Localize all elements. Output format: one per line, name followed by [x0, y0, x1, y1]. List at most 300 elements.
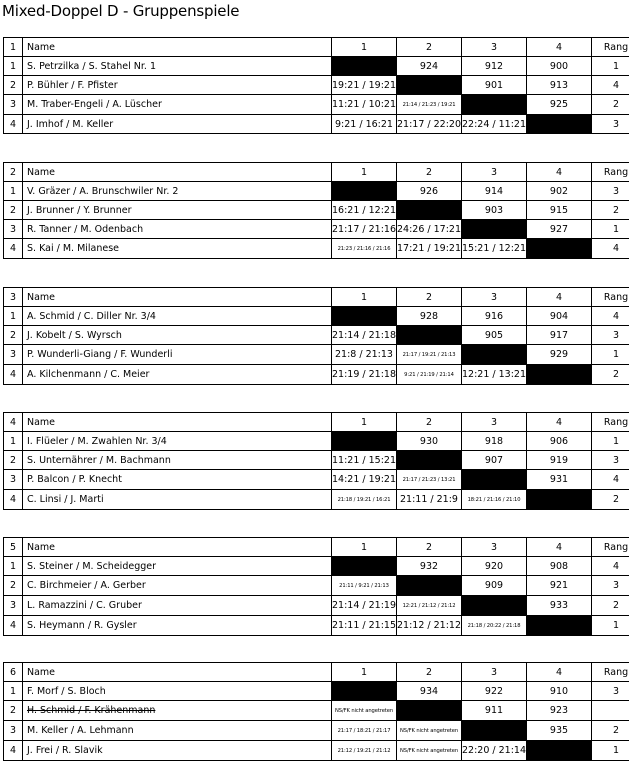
score-cell [527, 576, 592, 596]
rank-value: 2 [592, 365, 629, 385]
score-value: 9:21 / 16:21 [335, 119, 393, 130]
player-names: H. Schmid / F. Krähenmann [23, 701, 332, 721]
player-names: S. Steiner / M. Scheidegger [23, 557, 332, 576]
score-value: 914 [485, 186, 503, 197]
player-names: C. Birchmeier / A. Gerber [23, 576, 332, 596]
row-number: 4 [4, 741, 23, 761]
score-cell [527, 326, 592, 345]
rank-value: 3 [592, 576, 629, 596]
header-col-4: 4 [527, 538, 592, 557]
blocked-cell [527, 490, 592, 510]
rank-value: 1 [592, 616, 629, 636]
header-col-3: 3 [462, 538, 527, 557]
score-value: 900 [550, 61, 568, 72]
table-row [4, 220, 629, 239]
player-names: A. Schmid / C. Diller Nr. 3/4 [23, 307, 332, 326]
header-col-3: 3 [462, 413, 527, 432]
table-row [4, 201, 629, 220]
score-cell [397, 182, 462, 201]
player-names: L. Ramazzini / C. Gruber [23, 596, 332, 616]
score-value: 22:24 / 11:21 [462, 119, 526, 130]
score-value: 24:26 / 17:21 [397, 224, 461, 235]
row-number: 4 [4, 239, 23, 259]
score-cell [397, 57, 462, 76]
player-names: R. Tanner / M. Odenbach [23, 220, 332, 239]
rank-value: 4 [592, 239, 629, 259]
score-value: 21:17 / 19:21 / 21:13 [403, 352, 456, 358]
score-cell [527, 307, 592, 326]
score-cell [527, 57, 592, 76]
group-table [3, 537, 629, 636]
score-value: 21:17 / 18:21 / 21:17 [338, 728, 391, 734]
score-cell [397, 345, 462, 365]
group-table [3, 662, 629, 761]
score-cell [527, 596, 592, 616]
score-value: 18:21 / 21:16 / 21:10 [468, 497, 521, 503]
header-col-4: 4 [527, 38, 592, 57]
score-value: 21:11 / 21:15 [332, 620, 396, 631]
score-value: 916 [485, 311, 503, 322]
table-row [4, 345, 629, 365]
player-names: P. Wunderli-Giang / F. Wunderli [23, 345, 332, 365]
header-col-3: 3 [462, 163, 527, 182]
score-value: 21:23 / 21:16 / 21:16 [338, 246, 391, 252]
group-number: 3 [4, 288, 23, 307]
header-col-2: 2 [397, 663, 462, 682]
player-names: J. Kobelt / S. Wyrsch [23, 326, 332, 345]
score-value: 923 [550, 705, 568, 716]
score-cell [527, 345, 592, 365]
score-cell [332, 201, 397, 220]
row-number: 2 [4, 326, 23, 345]
score-value: 21:17 / 22:20 [397, 119, 461, 130]
group-table [3, 162, 629, 259]
score-value: 905 [485, 330, 503, 341]
score-value: NS/FK nicht angetreten [335, 708, 393, 714]
player-names: J. Imhof / M. Keller [23, 115, 332, 134]
score-value: 12:21 / 13:21 [462, 369, 526, 380]
row-number: 2 [4, 576, 23, 596]
score-cell [462, 201, 527, 220]
rank-value: 2 [592, 721, 629, 741]
score-value: NS/FK nicht angetreten [400, 728, 458, 734]
header-col-1: 1 [332, 163, 397, 182]
header-col-3: 3 [462, 38, 527, 57]
blocked-cell [397, 201, 462, 220]
header-rang: Rang [592, 538, 629, 557]
blocked-cell [462, 721, 527, 741]
score-value: 931 [550, 474, 568, 485]
score-value: 21:12 / 21:12 [397, 620, 461, 631]
score-value: 927 [550, 224, 568, 235]
score-cell [397, 721, 462, 741]
row-number: 1 [4, 557, 23, 576]
score-cell [462, 451, 527, 470]
score-cell [397, 470, 462, 490]
score-cell [527, 701, 592, 721]
table-row [4, 57, 629, 76]
score-value: 911 [485, 705, 503, 716]
rank-value: 1 [592, 741, 629, 761]
row-number: 1 [4, 57, 23, 76]
row-number: 4 [4, 115, 23, 134]
header-col-1: 1 [332, 538, 397, 557]
blocked-cell [332, 182, 397, 201]
player-names: I. Flüeler / M. Zwahlen Nr. 3/4 [23, 432, 332, 451]
score-value: 21:14 / 21:23 / 19:21 [403, 102, 456, 108]
blocked-cell [462, 345, 527, 365]
player-names: S. Unternährer / M. Bachmann [23, 451, 332, 470]
group-number: 5 [4, 538, 23, 557]
header-rang: Rang [592, 163, 629, 182]
score-cell [527, 220, 592, 239]
score-cell [527, 76, 592, 95]
header-row [4, 38, 629, 57]
player-names: J. Frei / R. Slavik [23, 741, 332, 761]
score-value: 21:14 / 21:19 [332, 600, 396, 611]
score-cell [527, 721, 592, 741]
rank-value: 1 [592, 57, 629, 76]
score-cell [332, 220, 397, 239]
score-cell [332, 365, 397, 385]
rank-value: 3 [592, 682, 629, 701]
group-number: 4 [4, 413, 23, 432]
player-names: C. Linsi / J. Marti [23, 490, 332, 510]
score-value: 12:21 / 21:12 / 21:12 [403, 603, 456, 609]
header-row [4, 663, 629, 682]
blocked-cell [527, 616, 592, 636]
score-cell [332, 239, 397, 259]
table-row [4, 76, 629, 95]
table-row [4, 701, 629, 721]
score-cell [332, 741, 397, 761]
group-number: 1 [4, 38, 23, 57]
score-cell [462, 115, 527, 134]
rank-value: 4 [592, 76, 629, 95]
score-value: 919 [550, 455, 568, 466]
score-cell [397, 596, 462, 616]
score-cell [397, 95, 462, 115]
blocked-cell [397, 326, 462, 345]
score-value: 21:17 / 21:23 / 13:21 [403, 477, 456, 483]
score-cell [462, 682, 527, 701]
row-number: 3 [4, 721, 23, 741]
table-row [4, 721, 629, 741]
blocked-cell [332, 57, 397, 76]
header-rang: Rang [592, 663, 629, 682]
row-number: 3 [4, 345, 23, 365]
rank-value [592, 701, 629, 721]
score-cell [397, 557, 462, 576]
row-number: 1 [4, 682, 23, 701]
blocked-cell [332, 682, 397, 701]
score-cell [462, 616, 527, 636]
score-value: 19:21 / 19:21 [332, 80, 396, 91]
row-number: 4 [4, 365, 23, 385]
group-table [3, 37, 629, 134]
blocked-cell [397, 76, 462, 95]
row-number: 3 [4, 596, 23, 616]
table-row [4, 682, 629, 701]
row-number: 2 [4, 201, 23, 220]
score-value: 930 [420, 436, 438, 447]
score-value: 909 [485, 580, 503, 591]
table-row [4, 576, 629, 596]
blocked-cell [462, 220, 527, 239]
blocked-cell [332, 557, 397, 576]
score-value: 928 [420, 311, 438, 322]
rank-value: 1 [592, 220, 629, 239]
score-cell [462, 326, 527, 345]
table-row [4, 741, 629, 761]
player-names: M. Traber-Engeli / A. Lüscher [23, 95, 332, 115]
score-value: 918 [485, 436, 503, 447]
header-row [4, 538, 629, 557]
header-row [4, 413, 629, 432]
row-number: 1 [4, 307, 23, 326]
score-cell [462, 432, 527, 451]
score-value: NS/FK nicht angetreten [400, 748, 458, 754]
score-value: 907 [485, 455, 503, 466]
score-cell [462, 490, 527, 510]
header-rang: Rang [592, 413, 629, 432]
rank-value: 1 [592, 345, 629, 365]
score-cell [332, 115, 397, 134]
player-names: S. Petrzilka / S. Stahel Nr. 1 [23, 57, 332, 76]
row-number: 3 [4, 95, 23, 115]
header-col-2: 2 [397, 288, 462, 307]
score-cell [527, 451, 592, 470]
score-value: 21:12 / 19:21 / 21:12 [338, 748, 391, 754]
score-cell [462, 576, 527, 596]
score-cell [332, 576, 397, 596]
score-cell [397, 490, 462, 510]
score-cell [332, 345, 397, 365]
header-name: Name [23, 163, 332, 182]
header-col-4: 4 [527, 163, 592, 182]
score-cell [332, 95, 397, 115]
blocked-cell [397, 576, 462, 596]
header-name: Name [23, 38, 332, 57]
score-value: 21:11 / 21:9 [400, 494, 458, 505]
table-row [4, 115, 629, 134]
header-rang: Rang [592, 38, 629, 57]
score-value: 21:14 / 21:18 [332, 330, 396, 341]
row-number: 2 [4, 701, 23, 721]
rank-value: 2 [592, 490, 629, 510]
score-value: 15:21 / 12:21 [462, 243, 526, 254]
table-row [4, 616, 629, 636]
score-value: 21:19 / 21:18 [332, 369, 396, 380]
player-names: V. Gräzer / A. Brunschwiler Nr. 2 [23, 182, 332, 201]
score-cell [332, 76, 397, 95]
score-cell [332, 451, 397, 470]
score-value: 14:21 / 19:21 [332, 474, 396, 485]
score-value: 917 [550, 330, 568, 341]
score-value: 915 [550, 205, 568, 216]
score-cell [397, 432, 462, 451]
score-cell [462, 701, 527, 721]
score-cell [397, 220, 462, 239]
header-col-2: 2 [397, 38, 462, 57]
blocked-cell [462, 596, 527, 616]
score-value: 934 [420, 686, 438, 697]
score-value: 11:21 / 15:21 [332, 455, 396, 466]
score-value: 21:18 / 19:21 / 16:21 [338, 497, 391, 503]
blocked-cell [462, 95, 527, 115]
score-cell [462, 76, 527, 95]
header-col-3: 3 [462, 288, 527, 307]
row-number: 2 [4, 76, 23, 95]
rank-value: 2 [592, 596, 629, 616]
score-value: 22:20 / 21:14 [462, 745, 526, 756]
score-cell [332, 721, 397, 741]
row-number: 3 [4, 220, 23, 239]
score-value: 904 [550, 311, 568, 322]
score-value: 21:18 / 20:22 / 21:18 [468, 623, 521, 629]
table-row [4, 239, 629, 259]
score-value: 902 [550, 186, 568, 197]
score-value: 21:8 / 21:13 [335, 349, 393, 360]
header-col-2: 2 [397, 413, 462, 432]
score-value: 922 [485, 686, 503, 697]
header-name: Name [23, 413, 332, 432]
header-rang: Rang [592, 288, 629, 307]
table-row [4, 470, 629, 490]
header-name: Name [23, 663, 332, 682]
header-col-4: 4 [527, 288, 592, 307]
row-number: 4 [4, 490, 23, 510]
blocked-cell [332, 307, 397, 326]
table-row [4, 95, 629, 115]
score-value: 21:17 / 21:16 [332, 224, 396, 235]
table-row [4, 557, 629, 576]
rank-value: 3 [592, 451, 629, 470]
blocked-cell [397, 701, 462, 721]
group-table [3, 412, 629, 510]
score-value: 933 [550, 600, 568, 611]
rank-value: 3 [592, 115, 629, 134]
score-value: 926 [420, 186, 438, 197]
blocked-cell [462, 470, 527, 490]
score-value: 912 [485, 61, 503, 72]
page-title: Mixed-Doppel D - Gruppenspiele [2, 2, 239, 20]
header-name: Name [23, 538, 332, 557]
rank-value: 4 [592, 557, 629, 576]
score-cell [332, 326, 397, 345]
score-value: 925 [550, 99, 568, 110]
score-cell [527, 682, 592, 701]
score-value: 16:21 / 12:21 [332, 205, 396, 216]
player-names: A. Kilchenmann / C. Meier [23, 365, 332, 385]
score-cell [332, 470, 397, 490]
score-cell [527, 182, 592, 201]
score-cell [527, 557, 592, 576]
score-cell [397, 115, 462, 134]
row-number: 4 [4, 616, 23, 636]
player-names: S. Kai / M. Milanese [23, 239, 332, 259]
blocked-cell [527, 115, 592, 134]
row-number: 1 [4, 432, 23, 451]
score-cell [332, 596, 397, 616]
score-cell [527, 201, 592, 220]
header-row [4, 288, 629, 307]
score-cell [462, 182, 527, 201]
header-row [4, 163, 629, 182]
player-names: F. Morf / S. Bloch [23, 682, 332, 701]
player-names: J. Brunner / Y. Brunner [23, 201, 332, 220]
group-number: 2 [4, 163, 23, 182]
player-names: S. Heymann / R. Gysler [23, 616, 332, 636]
score-cell [397, 307, 462, 326]
table-row [4, 490, 629, 510]
table-row [4, 326, 629, 345]
header-col-1: 1 [332, 663, 397, 682]
score-value: 921 [550, 580, 568, 591]
score-cell [397, 741, 462, 761]
rank-value: 4 [592, 470, 629, 490]
score-value: 932 [420, 561, 438, 572]
row-number: 3 [4, 470, 23, 490]
header-col-4: 4 [527, 413, 592, 432]
score-cell [397, 616, 462, 636]
table-row [4, 307, 629, 326]
header-col-1: 1 [332, 288, 397, 307]
rank-value: 2 [592, 95, 629, 115]
blocked-cell [527, 365, 592, 385]
score-value: 903 [485, 205, 503, 216]
header-name: Name [23, 288, 332, 307]
header-col-1: 1 [332, 38, 397, 57]
score-cell [462, 557, 527, 576]
score-cell [462, 741, 527, 761]
blocked-cell [332, 432, 397, 451]
score-cell [397, 365, 462, 385]
header-col-4: 4 [527, 663, 592, 682]
table-row [4, 432, 629, 451]
group-number: 6 [4, 663, 23, 682]
table-row [4, 365, 629, 385]
score-cell [397, 682, 462, 701]
score-value: 901 [485, 80, 503, 91]
score-cell [332, 616, 397, 636]
score-value: 9:21 / 21:19 / 21:14 [404, 372, 454, 378]
header-col-3: 3 [462, 663, 527, 682]
blocked-cell [527, 741, 592, 761]
row-number: 1 [4, 182, 23, 201]
header-col-2: 2 [397, 163, 462, 182]
table-row [4, 451, 629, 470]
score-value: 908 [550, 561, 568, 572]
rank-value: 4 [592, 307, 629, 326]
score-value: 906 [550, 436, 568, 447]
score-cell [527, 95, 592, 115]
table-row [4, 182, 629, 201]
score-cell [462, 365, 527, 385]
player-names: P. Balcon / P. Knecht [23, 470, 332, 490]
score-value: 910 [550, 686, 568, 697]
table-row [4, 596, 629, 616]
score-cell [397, 239, 462, 259]
score-value: 924 [420, 61, 438, 72]
header-col-2: 2 [397, 538, 462, 557]
score-value: 21:11 / 9:21 / 21:13 [339, 583, 389, 589]
row-number: 2 [4, 451, 23, 470]
rank-value: 1 [592, 432, 629, 451]
score-cell [332, 490, 397, 510]
score-cell [527, 470, 592, 490]
score-cell [462, 239, 527, 259]
